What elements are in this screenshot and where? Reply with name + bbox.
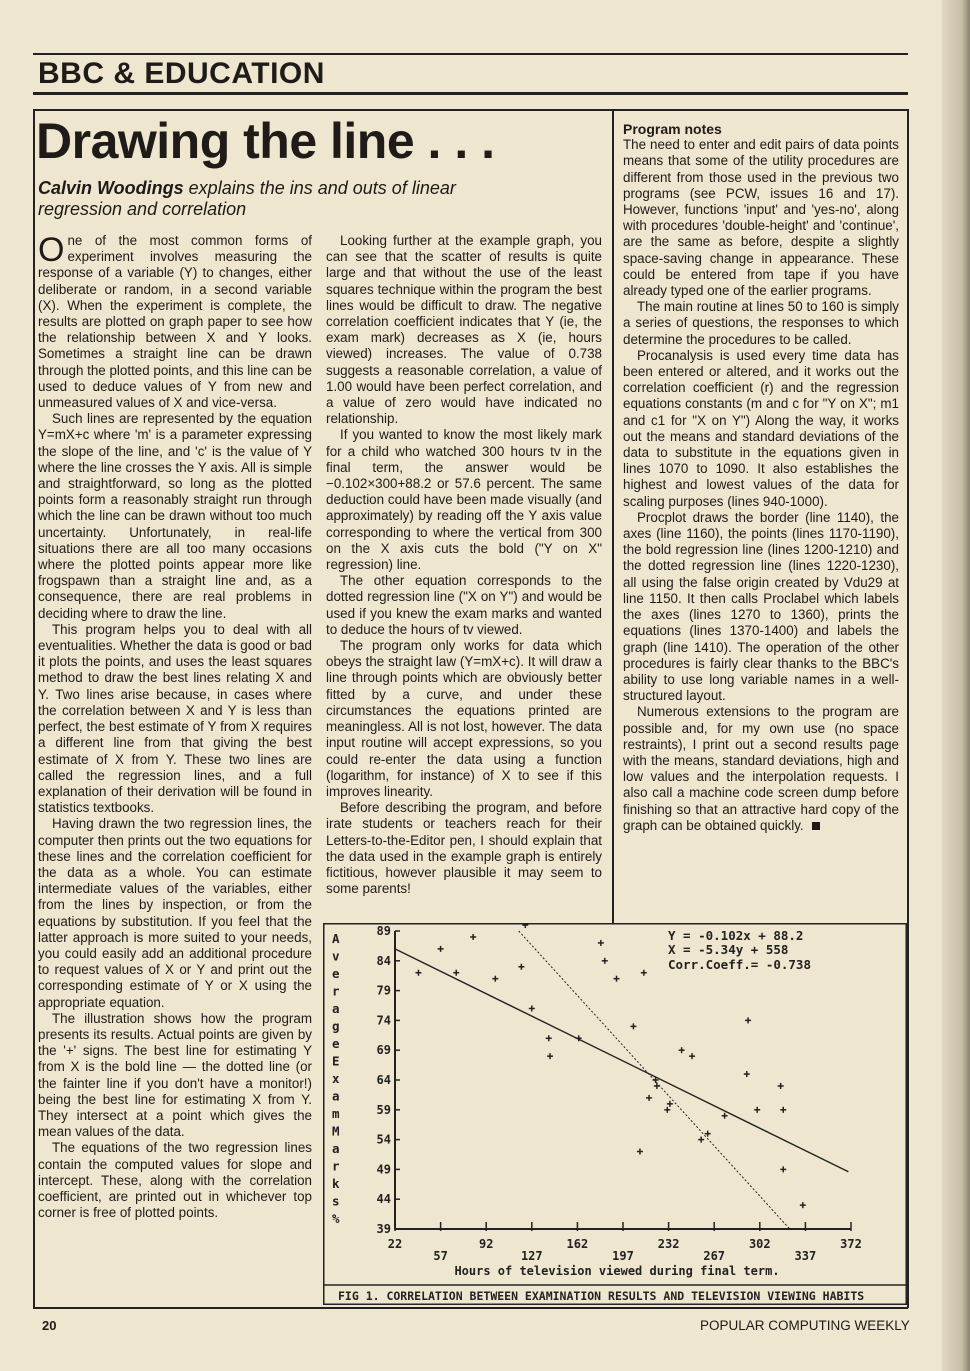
data-point xyxy=(664,1107,670,1113)
x-tick-label: 127 xyxy=(520,1249,543,1263)
data-point xyxy=(453,970,459,976)
paragraph: The equations of the two regression lines contain the computed values for slope and intercept. These, along with the correlation coefficient, are printed out in whichever top corner is free of plotted points. xyxy=(38,1140,312,1221)
equation-y-on-x: Y = -0.102x + 88.2 xyxy=(668,928,804,943)
paragraph: The main routine at lines 50 to 160 is simply a series of questions, the responses to which determine the procedures to be called. xyxy=(623,299,899,347)
data-point xyxy=(780,1166,786,1172)
y-tick-label: 89 xyxy=(376,924,391,938)
paragraph: The illustration shows how the program presents its results. Actual points are given by the '+' signs. The best line for estimating Y from X is the bold line — the dotted line (or the fainter line if you don't have a monitor!) being the best line for estimating X from Y. They intersect at a point which gives the mean values of the data. xyxy=(38,1010,312,1140)
data-point xyxy=(754,1107,760,1113)
data-point xyxy=(654,1083,660,1089)
y-tick-label: 69 xyxy=(376,1043,391,1058)
frame-bottom xyxy=(33,1307,908,1309)
data-point xyxy=(689,1053,695,1059)
data-point xyxy=(698,1137,704,1143)
article-column-1 xyxy=(38,233,312,1221)
regression-line-y-on-x xyxy=(395,949,848,1172)
byline-author: Calvin Woodings xyxy=(38,178,184,198)
article-column-2 xyxy=(326,233,602,897)
data-point xyxy=(415,970,421,976)
paragraph: The program only works for data which obeys the straight law (Y=mX+c). It will draw a line through points which are obviously better fitted by a curve, and under these circumstances the equations printed are meaningless. All is not lost, however. The data input routine will accept expressions, so you could re-enter the data using a function (logarithm, for instance) of X to see if this improves linearity. xyxy=(326,638,602,799)
paragraph: Before describing the program, and before irate students or teachers reach for their Letters-to-the-Editor pen, I should explain that the data used in the example graph is entirely fictitious, however plausible it may seem to some parents! xyxy=(326,800,602,897)
x-tick-label: 267 xyxy=(703,1249,726,1263)
paragraph: This program helps you to deal with all eventualities. Whether the data is good or bad it plots the points, and uses the least squares method to draw the best lines relating X and Y. Two lines arise because, in cases where the correlation between X and Y is less than perfect, the best estimate of Y from X requires a different line from that giving the best estimate of X from Y. These two lines are called the regression lines, and a full explanation of their derivation will be found in statistics textbooks. xyxy=(38,621,312,816)
y-axis-label xyxy=(332,931,340,1226)
y-tick-label: 59 xyxy=(376,1102,391,1117)
data-point xyxy=(637,1149,643,1155)
figure-1 xyxy=(323,923,907,1305)
x-tick-label: 337 xyxy=(794,1249,817,1263)
y-tick-label: 64 xyxy=(376,1073,391,1087)
data-point xyxy=(470,934,476,940)
data-point xyxy=(780,1107,786,1113)
paragraph: The need to enter and edit pairs of data points means that some of the utility procedures are different from those used in the previous two programs (see PCW, issues 16 and 17). However, functions 'input' and 'yes-no', along with procedures 'double-height' and 'continue', are the same as before, despite a slightly space-saving change in appearance. These could be entered from tape if you have already typed one of the earlier programs. xyxy=(623,137,899,299)
notes-divider xyxy=(612,109,614,923)
figure-border xyxy=(324,924,907,1305)
y-tick-label: 79 xyxy=(376,983,391,998)
y-tick-label: 44 xyxy=(376,1192,391,1207)
paragraph: Such lines are represented by the equation Y=mX+c where 'm' is a parameter expressing the slope of the line, and 'c' is the value of Y where the line crosses the Y axis. All is simple and straightforward, so long as the plotted points form a reasonably straight run through which the line can be drawn without too much uncertainty. Unfortunately, in real-life situations there are all too many occasions where the plotted points appear more like frogspawn than a straight line and, as a consequence, there are real problems in deciding where to draw the line. xyxy=(38,411,312,621)
frame-left xyxy=(33,109,35,1308)
paragraph: If you wanted to know the most likely mark for a child who watched 300 hours tv in the final term, the answer would be −0.102×300+88.2 or 57.6 percent. The same deduction could have been made visually (and approximately) by reading off the Y axis value corresponding to where the vertical from 300 on the X axis cuts the bold ("Y on X" regression) line. xyxy=(326,427,602,573)
data-point xyxy=(641,970,647,976)
x-tick-label: 302 xyxy=(748,1237,771,1251)
headline: Drawing the line . . . xyxy=(36,113,495,169)
x-tick-label: 22 xyxy=(387,1237,403,1251)
data-point xyxy=(744,1071,750,1077)
x-tick-label: 92 xyxy=(478,1237,494,1251)
data-point xyxy=(630,1023,636,1029)
data-point xyxy=(667,1101,673,1107)
data-point xyxy=(518,964,524,970)
magazine-name: POPULAR COMPUTING WEEKLY xyxy=(700,1318,910,1333)
data-point xyxy=(679,1047,685,1053)
program-notes-heading: Program notes xyxy=(623,121,722,137)
data-point xyxy=(438,946,444,952)
x-tick-label: 197 xyxy=(612,1249,634,1263)
scatter-chart xyxy=(323,923,907,1305)
x-axis-label: Hours of television viewed during final term. xyxy=(454,1264,780,1278)
data-point xyxy=(529,1005,535,1011)
equation-x-on-y: X = -5.34y + 558 xyxy=(668,942,789,957)
byline-text: explains the ins and outs of linear regression and correlation xyxy=(38,178,456,219)
x-tick-label: 232 xyxy=(657,1237,680,1251)
data-point xyxy=(602,958,608,964)
y-tick-label: 54 xyxy=(376,1132,391,1147)
data-point xyxy=(613,976,619,982)
paragraph: Numerous extensions to the program are possible and, for my own use (no space restraints), I print out a second results page with the means, standard deviations, high and low values and the interpolation requests. I also call a machine code screen dump before finishing so that an attractive hard copy of the graph can be obtained quickly. xyxy=(623,704,899,833)
paragraph: Looking further at the example graph, you can see that the scatter of results is quite large and that without the use of the least squares technique within the program the best lines would be difficult to draw. The negative correlation coefficient indicates that Y (ie, the exam mark) decreases as X (ie, hours viewed) increases. The value of 0.738 suggests a reasonable correlation, a value of 1.00 would have been perfect correlation, and a value of zero would have indicated no relationship. xyxy=(326,233,602,427)
paragraph: The other equation corresponds to the dotted regression line ("X on Y") and would be used if you knew the exam marks and wanted to deduce the hours of tv viewed. xyxy=(326,573,602,637)
data-point xyxy=(547,1053,553,1059)
paragraph: Procanalysis is used every time data has been entered or altered, and it works out the correlation coefficient (r) and the regression equations constants (m and c for "Y on X"; m1 and c1 for "X on Y") Along the way, it works out the means and standard deviations of the data to substitute in the equations given in lines 1070 to 1090. It also establishes the highest and lowest values of the data for scaling purposes (lines 940-1000). xyxy=(623,347,899,509)
frame-right xyxy=(907,109,909,1308)
section-rule xyxy=(33,92,908,95)
top-rule xyxy=(33,53,908,55)
data-point xyxy=(546,1035,552,1041)
data-point xyxy=(598,940,604,946)
paragraph: Procplot draws the border (line 1140), the axes (line 1160), the points (lines 1170-1190), the bold regression line (lines 1200-1210) and the dotted regression line (lines 1220-1230), all using the false origin created by Vdu29 at line 1150. It then calls Proclabel which labels the axes (lines 1270 to 1360), prints the equations (lines 1370-1400) and labels the graph (line 1410). The operation of the other procedures is fairly clear thanks to the BBC's ability to use long variable names in a well-structured layout. xyxy=(623,509,899,704)
y-axis-label-text: A v e r a g e E x a m M a r k s % xyxy=(332,931,340,1226)
data-point xyxy=(492,976,498,982)
data-point xyxy=(646,1095,652,1101)
data-point xyxy=(722,1113,728,1119)
paragraph: Having drawn the two regression lines, the computer then prints out the two equations for these lines and the correlation coefficient for the data as a whole. You can estimate intermediate values of the variables, either from the lines by inspection, or from the equations by substitution. If you feel that the latter approach is more suited to your needs, you could easily add an additional procedure to request values of X or Y and print out the corresponding estimate of Y or X using the appropriate equation. xyxy=(38,816,312,1010)
program-notes-column xyxy=(623,121,899,834)
data-point xyxy=(800,1202,806,1208)
end-mark xyxy=(812,822,820,830)
y-tick-label: 39 xyxy=(376,1222,391,1236)
frame-top xyxy=(33,109,908,111)
data-point xyxy=(745,1017,751,1023)
x-tick-label: 57 xyxy=(433,1249,448,1263)
page-number: 20 xyxy=(42,1318,57,1333)
x-tick-label: 372 xyxy=(840,1237,862,1251)
data-point xyxy=(778,1083,784,1089)
y-tick-label: 49 xyxy=(376,1162,391,1177)
y-tick-label: 74 xyxy=(376,1013,391,1028)
figure-caption: FIG 1. CORRELATION BETWEEN EXAMINATION RESULTS AND TELEVISION VIEWING HABITS xyxy=(338,1289,865,1303)
drop-cap: O xyxy=(38,231,65,269)
y-tick-label: 84 xyxy=(376,953,391,968)
section-title: BBC & EDUCATION xyxy=(38,57,325,90)
correlation-coefficient: Corr.Coeff.= -0.738 xyxy=(668,957,811,972)
byline xyxy=(38,178,518,220)
x-tick-label: 162 xyxy=(566,1237,589,1251)
paragraph: One of the most common forms of experiment involves measuring the response of a variable (Y) to changes, either deliberate or random, in a second variable (X). When the experiment is complete, the results are plotted on graph paper to see how the relationship between X and Y looks. Sometimes a straight line can be drawn through the plotted points, and this line can be used to deduce values of Y from new and unmeasured values of X and vice-versa. xyxy=(38,231,312,411)
page-edge xyxy=(942,0,970,1371)
